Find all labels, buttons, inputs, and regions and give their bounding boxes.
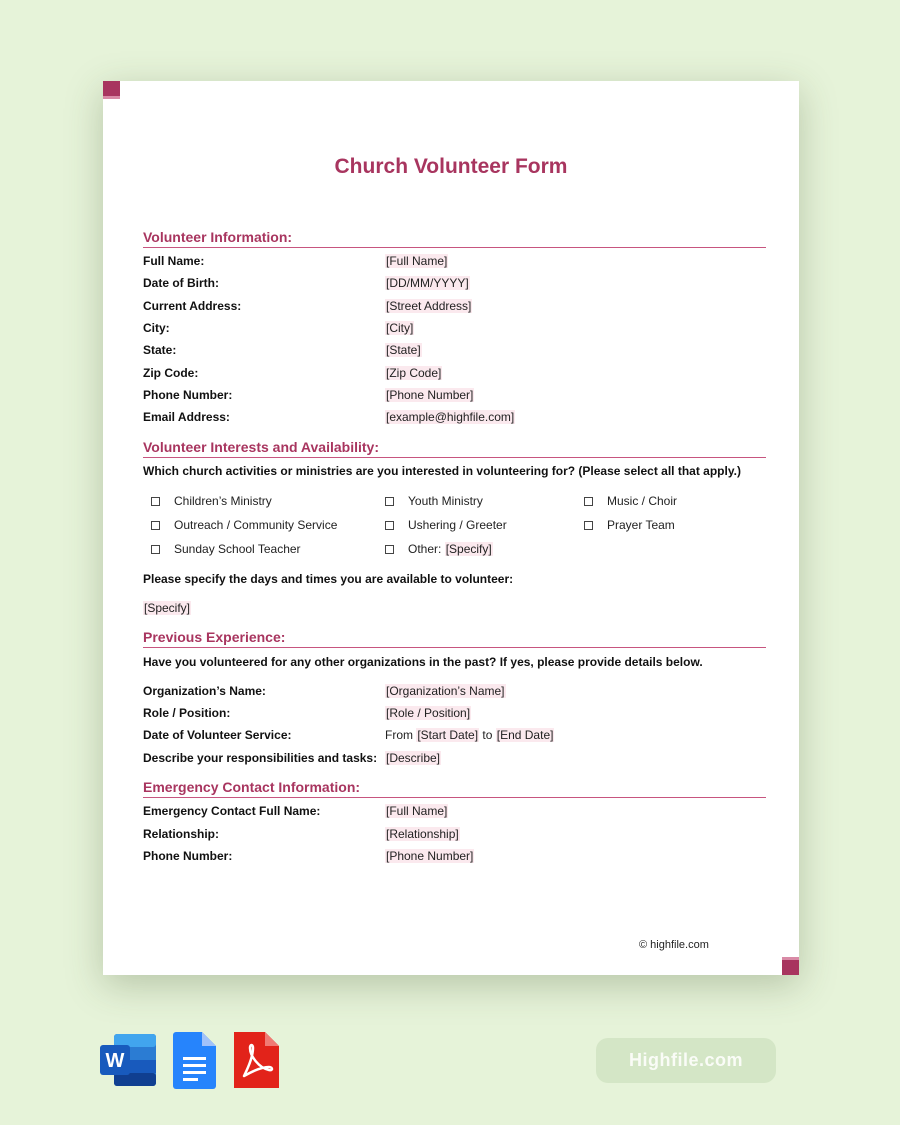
- field-label: Date of Birth:: [143, 276, 219, 290]
- field-label: City:: [143, 321, 170, 335]
- form-row: [143, 297, 766, 315]
- field-label: State:: [143, 343, 177, 357]
- experience-question: Have you volunteered for any other organizations in the past? If yes, please provide details below.: [143, 655, 703, 669]
- service-dates: From [Start Date] to [End Date]: [385, 728, 554, 742]
- field-label: Current Address:: [143, 299, 242, 313]
- checkbox-outreach[interactable]: Outreach / Community Service: [151, 516, 337, 534]
- emergency-name-field[interactable]: [Full Name]: [386, 804, 448, 818]
- city-field[interactable]: [City]: [386, 321, 414, 335]
- copyright-text: © highfile.com: [639, 939, 709, 951]
- role-field[interactable]: [Role / Position]: [386, 706, 471, 720]
- interests-question: Which church activities or ministries are you interested in volunteering for? (Please select all that apply.): [143, 464, 741, 478]
- other-specify-field[interactable]: [Specify]: [445, 542, 492, 556]
- checkbox-prayer-team[interactable]: Prayer Team: [584, 516, 675, 534]
- field-label: Phone Number:: [143, 849, 233, 863]
- section-heading-experience: Previous Experience:: [143, 629, 766, 648]
- form-row: [143, 364, 766, 382]
- field-label: Emergency Contact Full Name:: [143, 804, 321, 818]
- checkbox-icon[interactable]: [151, 521, 160, 530]
- email-field[interactable]: [example@highfile.com]: [386, 410, 515, 424]
- corner-accent: [103, 81, 120, 99]
- form-row: [143, 386, 766, 404]
- checkbox-icon[interactable]: [385, 545, 394, 554]
- emergency-phone-field[interactable]: [Phone Number]: [386, 849, 474, 863]
- checkbox-icon[interactable]: [584, 521, 593, 530]
- responsibilities-field[interactable]: [Describe]: [386, 751, 441, 765]
- form-row: [143, 252, 766, 270]
- form-row: [143, 802, 766, 820]
- pdf-icon[interactable]: [231, 1030, 281, 1090]
- date-of-birth-field[interactable]: [DD/MM/YYYY]: [386, 276, 469, 290]
- checkbox-icon[interactable]: [584, 497, 593, 506]
- section-heading-volunteer-info: Volunteer Information:: [143, 229, 766, 248]
- checkbox-icon[interactable]: [151, 545, 160, 554]
- brand-badge[interactable]: Highfile.com: [596, 1038, 776, 1083]
- start-date-field[interactable]: [Start Date]: [417, 728, 479, 742]
- checkbox-sunday-school[interactable]: Sunday School Teacher: [151, 540, 301, 558]
- form-row: [143, 749, 766, 767]
- section-heading-interests: Volunteer Interests and Availability:: [143, 439, 766, 458]
- checkbox-music-choir[interactable]: Music / Choir: [584, 492, 677, 510]
- form-row: [143, 726, 766, 744]
- field-label: Phone Number:: [143, 388, 233, 402]
- checkbox-icon[interactable]: [385, 521, 394, 530]
- availability-question: Please specify the days and times you are available to volunteer:: [143, 572, 514, 586]
- address-field[interactable]: [Street Address]: [386, 299, 472, 313]
- checkbox-childrens-ministry[interactable]: Children’s Ministry: [151, 492, 272, 510]
- checkbox-icon[interactable]: [385, 497, 394, 506]
- field-label: Describe your responsibilities and tasks:: [143, 751, 378, 765]
- checkbox-other[interactable]: Other: [Specify]: [385, 540, 493, 558]
- checkbox-ushering[interactable]: Ushering / Greeter: [385, 516, 507, 534]
- availability-field[interactable]: [Specify]: [144, 601, 191, 615]
- form-row: [143, 319, 766, 337]
- relationship-field[interactable]: [Relationship]: [386, 827, 459, 841]
- form-row: [143, 704, 766, 722]
- state-field[interactable]: [State]: [386, 343, 421, 357]
- checkbox-youth-ministry[interactable]: Youth Ministry: [385, 492, 483, 510]
- page-title: Church Volunteer Form: [334, 155, 568, 178]
- form-row: [143, 274, 766, 292]
- zip-code-field[interactable]: [Zip Code]: [386, 366, 442, 380]
- form-row: [143, 825, 766, 843]
- full-name-field[interactable]: [Full Name]: [386, 254, 448, 268]
- field-label: Zip Code:: [143, 366, 199, 380]
- field-label: Full Name:: [143, 254, 205, 268]
- word-icon[interactable]: [100, 1030, 158, 1090]
- google-docs-icon[interactable]: [172, 1030, 218, 1090]
- form-row: [143, 847, 766, 865]
- field-label: Role / Position:: [143, 706, 231, 720]
- svg-text:W: W: [105, 1050, 125, 1072]
- field-label: Organization’s Name:: [143, 684, 266, 698]
- form-page: [103, 81, 799, 975]
- field-label: Date of Volunteer Service:: [143, 728, 292, 742]
- form-row: [143, 408, 766, 426]
- form-row: [143, 341, 766, 359]
- organization-name-field[interactable]: [Organization’s Name]: [386, 684, 505, 698]
- section-heading-emergency: Emergency Contact Information:: [143, 779, 766, 798]
- field-label: Email Address:: [143, 410, 230, 424]
- end-date-field[interactable]: [End Date]: [496, 728, 554, 742]
- corner-accent: [782, 957, 799, 975]
- field-label: Relationship:: [143, 827, 220, 841]
- form-row: [143, 682, 766, 700]
- phone-field[interactable]: [Phone Number]: [386, 388, 474, 402]
- checkbox-icon[interactable]: [151, 497, 160, 506]
